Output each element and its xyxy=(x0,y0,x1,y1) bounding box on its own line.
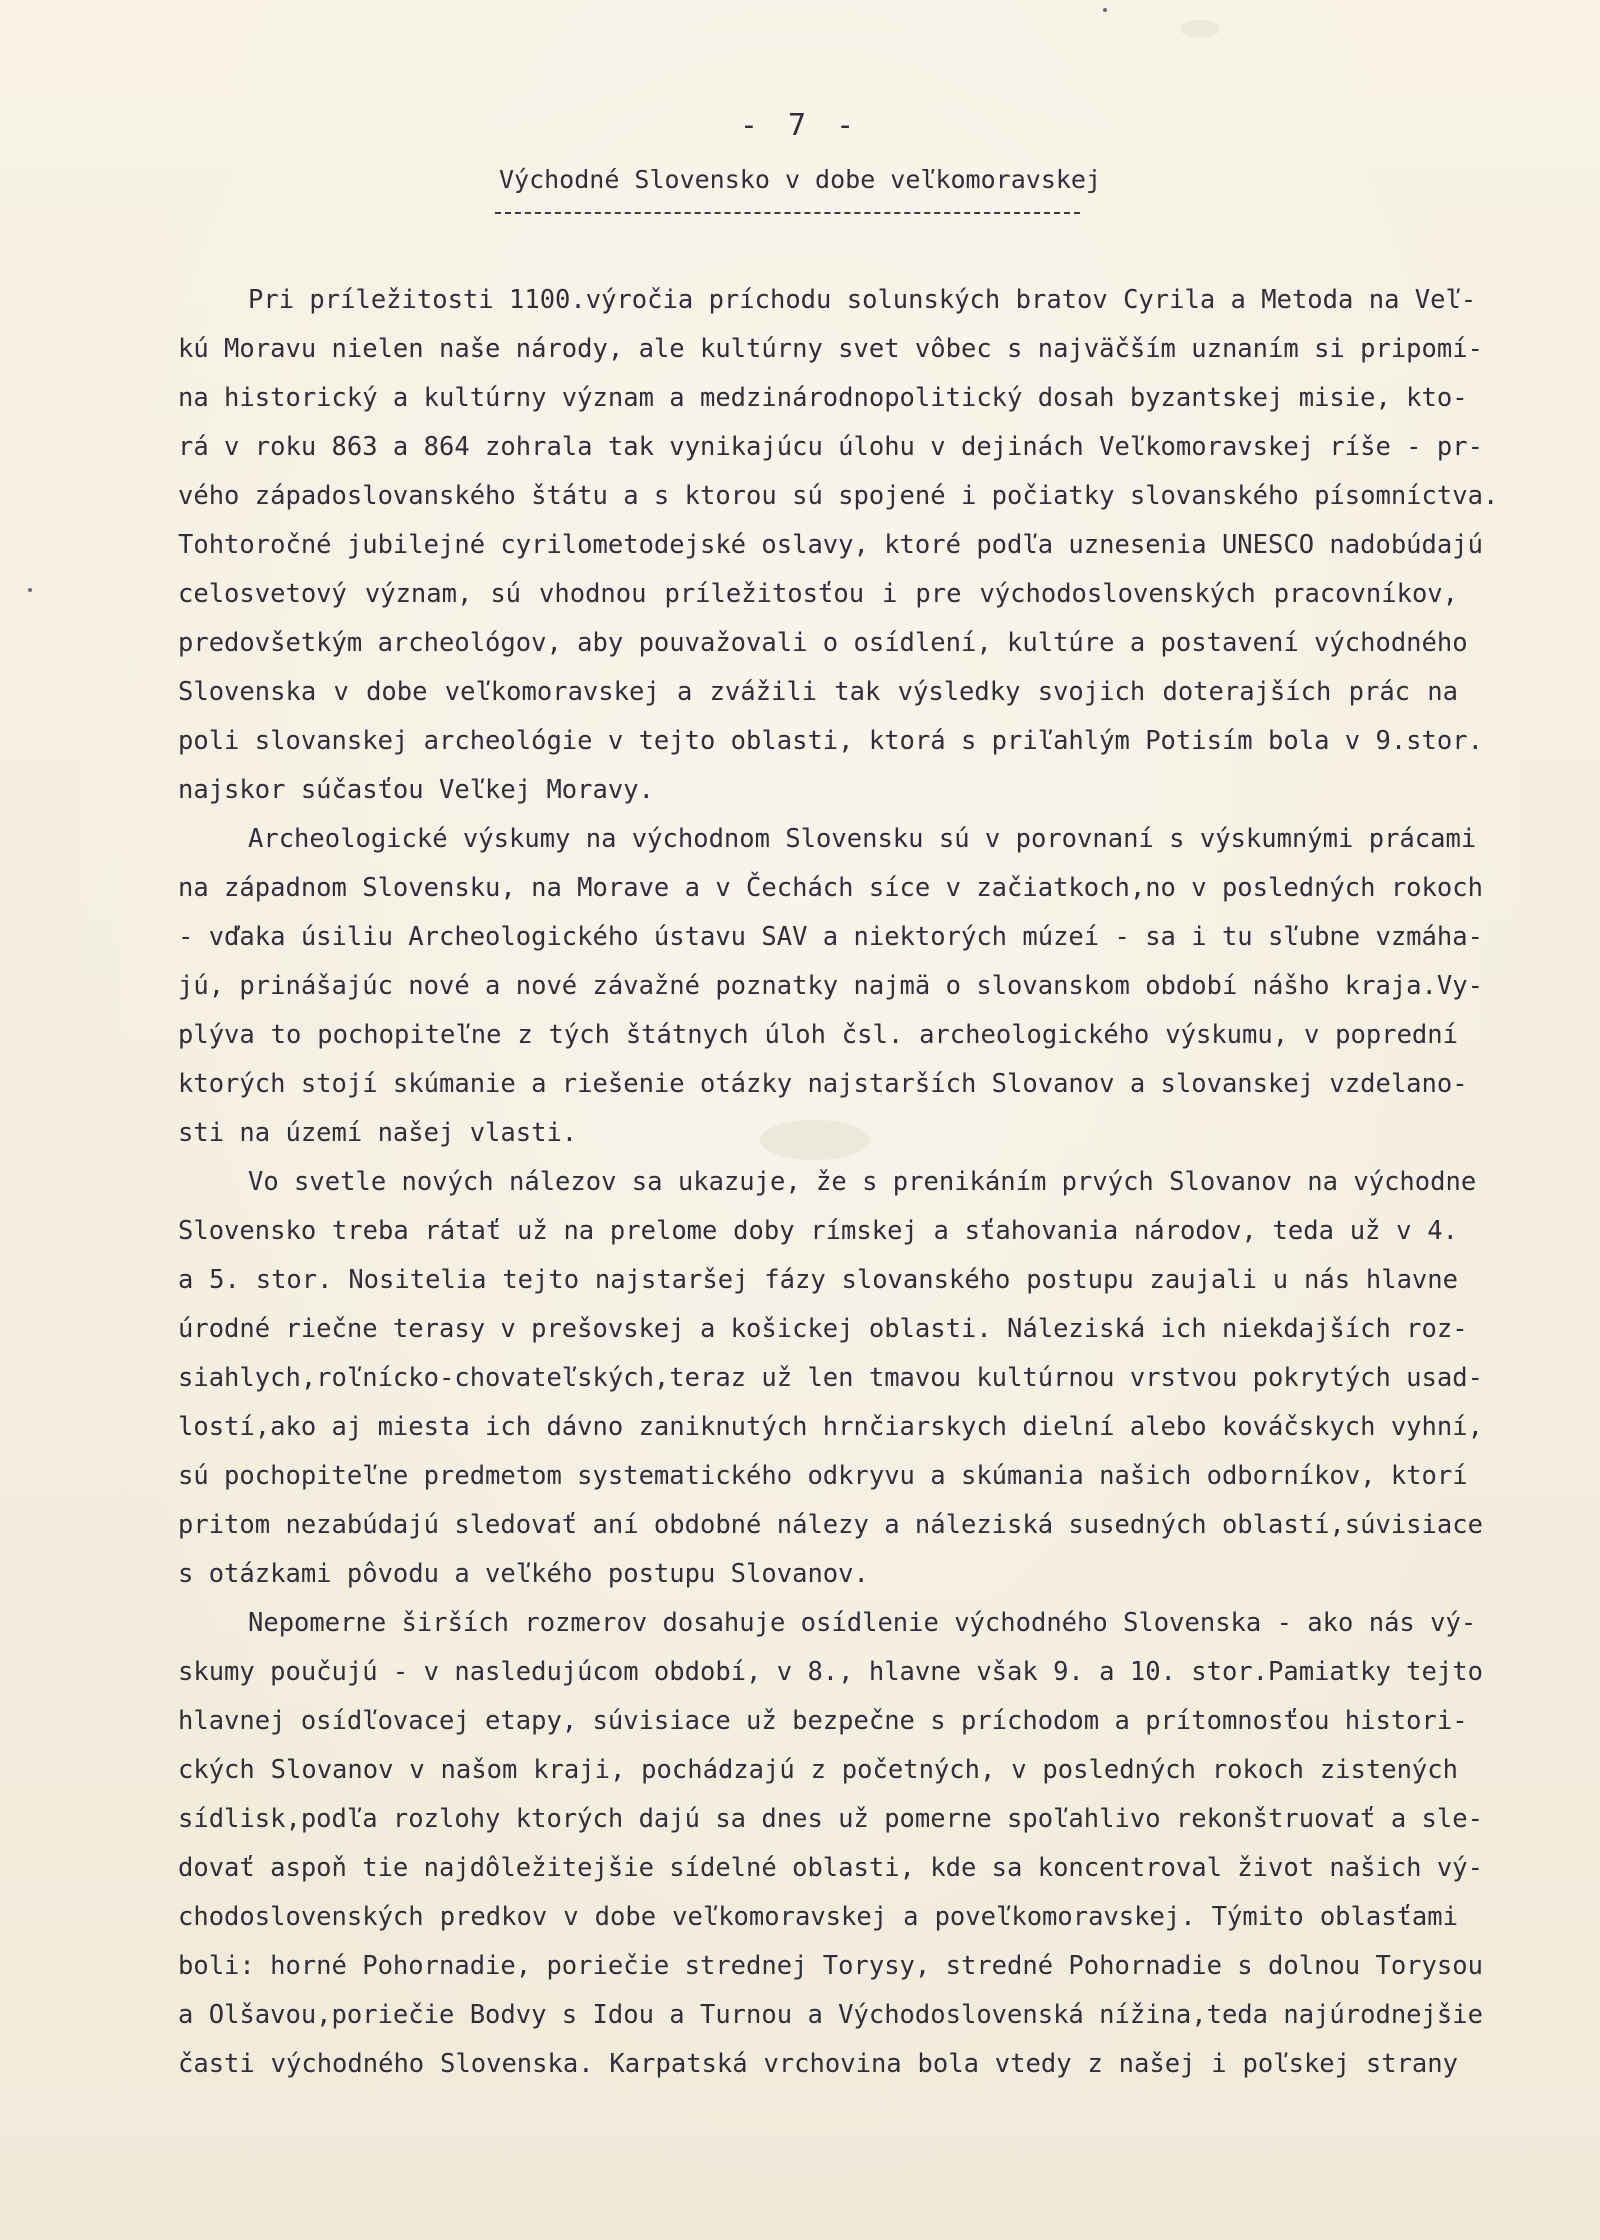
text-line: siahlych,roľnícko-chovateľských,teraz už len tmavou kultúrnou vrstvou pokrytých usad- xyxy=(178,1363,1483,1393)
text-line: rá v roku 863 a 864 zohrala tak vynikajúcu úlohu v dejinách Veľkomoravskej ríše - pr- xyxy=(178,432,1483,462)
text-line: kú Moravu nielen naše národy, ale kultúrny svet vôbec s najväčším uznaním si pripomí- xyxy=(178,334,1483,364)
text-line: sú pochopiteľne predmetom systematického odkryvu a skúmania našich odborníkov, ktorí xyxy=(178,1461,1468,1491)
text-line: celosvetový význam, sú vhodnou príležitosťou i pre východoslovenských pracovníkov, xyxy=(178,579,1458,609)
text-line: predovšetkým archeológov, aby pouvažovali o osídlení, kultúre a postavení východného xyxy=(178,628,1468,658)
text-line: sti na území našej vlasti. xyxy=(178,1118,578,1148)
text-line: Slovensko treba rátať už na prelome doby rímskej a sťahovania národov, teda už v 4. xyxy=(178,1216,1458,1246)
text-line: lostí,ako aj miesta ich dávno zaniknutých hrnčiarskych dielní alebo kováčskych vyhní, xyxy=(178,1412,1483,1442)
text-line: chodoslovenských predkov v dobe veľkomoravskej a poveľkomoravskej. Týmito oblasťami xyxy=(178,1902,1458,1932)
text-line: poli slovanskej archeológie v tejto oblasti, ktorá s priľahlým Potisím bola v 9.stor. xyxy=(178,726,1483,756)
text-line: vého západoslovanského štátu a s ktorou sú spojené i počiatky slovanského písomníctva. xyxy=(178,481,1499,511)
page-number: - 7 - xyxy=(739,108,861,143)
title-underline xyxy=(495,212,1080,214)
text-line: Slovenska v dobe veľkomoravskej a zvážili tak výsledky svojich doterajších prác na xyxy=(178,677,1458,707)
text-line: časti východného Slovenska. Karpatská vrchovina bola vtedy z našej i poľskej strany xyxy=(178,2049,1458,2079)
text-line: a Olšavou,poriečie Bodvy s Idou a Turnou a Východoslovenská nížina,teda najúrodnejšie xyxy=(178,2000,1483,2030)
text-line: na západnom Slovensku, na Morave a v Čechách síce v začiatkoch,no v posledných rokoch xyxy=(178,873,1483,903)
page-title: Východné Slovensko v dobe veľkomoravskej xyxy=(498,165,1102,194)
text-line: sídlisk,podľa rozlohy ktorých dajú sa dnes už pomerne spoľahlivo rekonštruovať a sle- xyxy=(178,1804,1483,1834)
text-line: a 5. stor. Nositelia tejto najstaršej fázy slovanského postupu zaujali u nás hlavne xyxy=(178,1265,1458,1295)
text-line: ktorých stojí skúmanie a riešenie otázky najstarších Slovanov a slovanskej vzdelano- xyxy=(178,1069,1468,1099)
text-line: s otázkami pôvodu a veľkého postupu Slovanov. xyxy=(178,1559,869,1589)
text-line: Vo svetle nových nálezov sa ukazuje, že s prenikáním prvých Slovanov na východne xyxy=(248,1167,1477,1197)
text-line: najskor súčasťou Veľkej Moravy. xyxy=(178,775,654,805)
text-line: Nepomerne širších rozmerov dosahuje osídlenie východného Slovenska - ako nás vý- xyxy=(248,1608,1477,1638)
text-line: na historický a kultúrny význam a medzinárodnopolitický dosah byzantskej misie, kto- xyxy=(178,383,1468,413)
paper-speck xyxy=(1103,8,1107,12)
body-text xyxy=(178,276,1499,2089)
text-line: jú, prinášajúc nové a nové závažné poznatky najmä o slovanskom období nášho kraja.Vy- xyxy=(178,971,1483,1001)
text-line: boli: horné Pohornadie, poriečie strednej Torysy, stredné Pohornadie s dolnou Torysou xyxy=(178,1951,1483,1981)
text-line: - vďaka úsiliu Archeologického ústavu SAV a niektorých múzeí - sa i tu sľubne vzmáha- xyxy=(178,922,1483,952)
text-line: Pri príležitosti 1100.výročia príchodu solunských bratov Cyrila a Metoda na Veľ- xyxy=(248,285,1477,315)
text-line: dovať aspoň tie najdôležitejšie sídelné oblasti, kde sa koncentroval život našich vý- xyxy=(178,1853,1483,1883)
text-line: ckých Slovanov v našom kraji, pochádzajú z početných, v posledných rokoch zistených xyxy=(178,1755,1458,1785)
text-line: plýva to pochopiteľne z tých štátnych úloh čsl. archeologického výskumu, v poprední xyxy=(178,1020,1458,1050)
text-line: hlavnej osídľovacej etapy, súvisiace už bezpečne s príchodom a prítomnosťou histori- xyxy=(178,1706,1468,1736)
text-line: úrodné riečne terasy v prešovskej a košickej oblasti. Náleziská ich niekdajších roz- xyxy=(178,1314,1468,1344)
text-line: skumy poučujú - v nasledujúcom období, v 8., hlavne však 9. a 10. stor.Pamiatky tejto xyxy=(178,1657,1483,1687)
text-line: Archeologické výskumy na východnom Slovensku sú v porovnaní s výskumnými prácami xyxy=(248,824,1477,854)
text-line: pritom nezabúdajú sledovať aní obdobné nálezy a náleziská susedných oblastí,súvisiace xyxy=(178,1510,1483,1540)
text-line: Tohtoročné jubilejné cyrilometodejské oslavy, ktoré podľa uznesenia UNESCO nadobúdajú xyxy=(178,530,1483,560)
paper-smudge xyxy=(1180,20,1220,38)
paper-speck xyxy=(28,588,32,592)
